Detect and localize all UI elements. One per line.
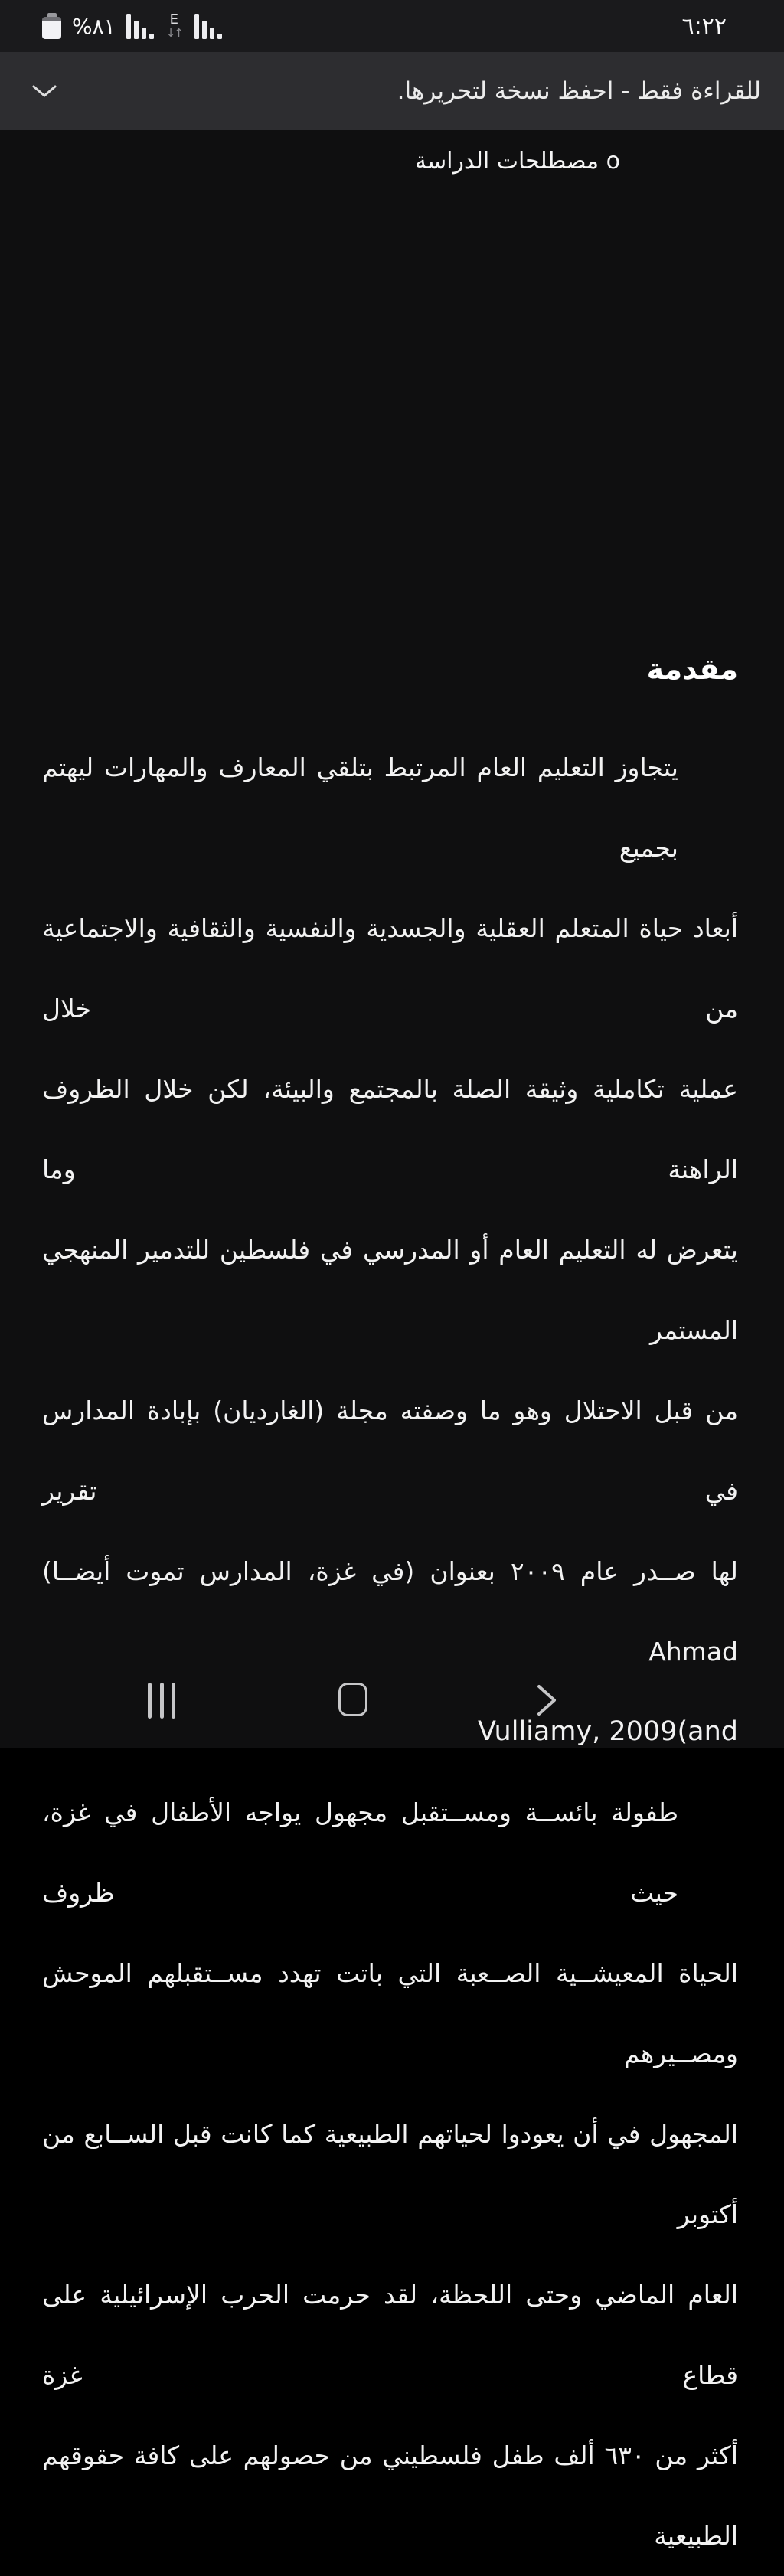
document-page[interactable] bbox=[0, 130, 784, 2551]
paragraph-line: طفولة بائســة ومســتقبل مجهول يواجه الأطفال في غزة، حيث ظروف bbox=[42, 1797, 678, 1908]
paragraph-line: من قبل الاحتلال وهو ما وصفته مجلة (الغارديان) بإبادة المدارس في تقرير bbox=[42, 1396, 738, 1506]
paragraph-line: يتعرض له التعليم العام أو المدرسي في فلسطين للتدمير المنهجي المستمر bbox=[42, 1235, 738, 1345]
document-list-item: o مصطلحات الدراسة bbox=[414, 148, 620, 175]
status-icons-cluster bbox=[42, 13, 222, 39]
paragraph-line: الحياة المعيشــية الصــعبة التي باتت تهدد مســتقبلهم الموحش ومصــيرهم bbox=[42, 1958, 738, 2068]
paragraph-line: أكثر من ٦٣٠ ألف طفل فلسطيني من حصولهم على كافة حقوقهم الطبيعية bbox=[42, 2441, 738, 2551]
paragraph-2 bbox=[0, 1772, 784, 2576]
network-arrows-icon: ↓↑ bbox=[165, 26, 182, 40]
network-letter: E bbox=[169, 11, 178, 28]
paragraph-1 bbox=[0, 727, 784, 1772]
battery-icon bbox=[42, 13, 61, 39]
android-nav-bar bbox=[0, 1677, 784, 1748]
paragraph-line: عملية تكاملية وثيقة الصلة بالمجتمع والبيئة، لكن خلال الظروف الراهنة وما bbox=[42, 1074, 738, 1184]
paragraph-line-citation: Vulliamy, 2009(and bbox=[477, 1716, 738, 1747]
paragraph-line: العام الماضي وحتى اللحظة، لقد حرمت الحرب الإسرائيلية على قطاع غزة bbox=[42, 2280, 738, 2390]
battery-percent-label: %٨١ bbox=[72, 13, 116, 39]
signal-bars-icon bbox=[126, 13, 154, 39]
paragraph-line: لها صــدر عام ٢٠٠٩ بعنوان (في غزة، المدارس تموت أيضــا) Ahmad bbox=[42, 1556, 738, 1667]
paragraph-line: يتجاوز التعليم العام المرتبط بتلقي المعارف والمهارات ليهتم بجميع bbox=[42, 753, 678, 863]
readonly-banner[interactable] bbox=[0, 52, 784, 130]
home-icon[interactable] bbox=[338, 1683, 368, 1716]
paragraph-line: المجهول في أن يعودوا لحياتهم الطبيعية كما كانت قبل الســابع من أكتوبر bbox=[42, 2119, 738, 2229]
chevron-down-icon[interactable] bbox=[31, 83, 58, 99]
paragraph-line: أبعاد حياة المتعلم العقلية والجسدية والنفسية والثقافية والاجتماعية من خلال bbox=[42, 913, 738, 1024]
network-type-indicator bbox=[166, 13, 182, 39]
status-bar bbox=[0, 0, 784, 52]
document-heading: مقدمة bbox=[646, 652, 738, 686]
recents-icon[interactable] bbox=[148, 1683, 175, 1719]
status-clock: ٦:٢٢ bbox=[681, 12, 727, 40]
readonly-banner-message: للقراءة فقط - احفظ نسخة لتحريرها. bbox=[397, 77, 761, 105]
signal-bars-icon bbox=[194, 13, 222, 39]
back-icon[interactable] bbox=[534, 1683, 560, 1718]
